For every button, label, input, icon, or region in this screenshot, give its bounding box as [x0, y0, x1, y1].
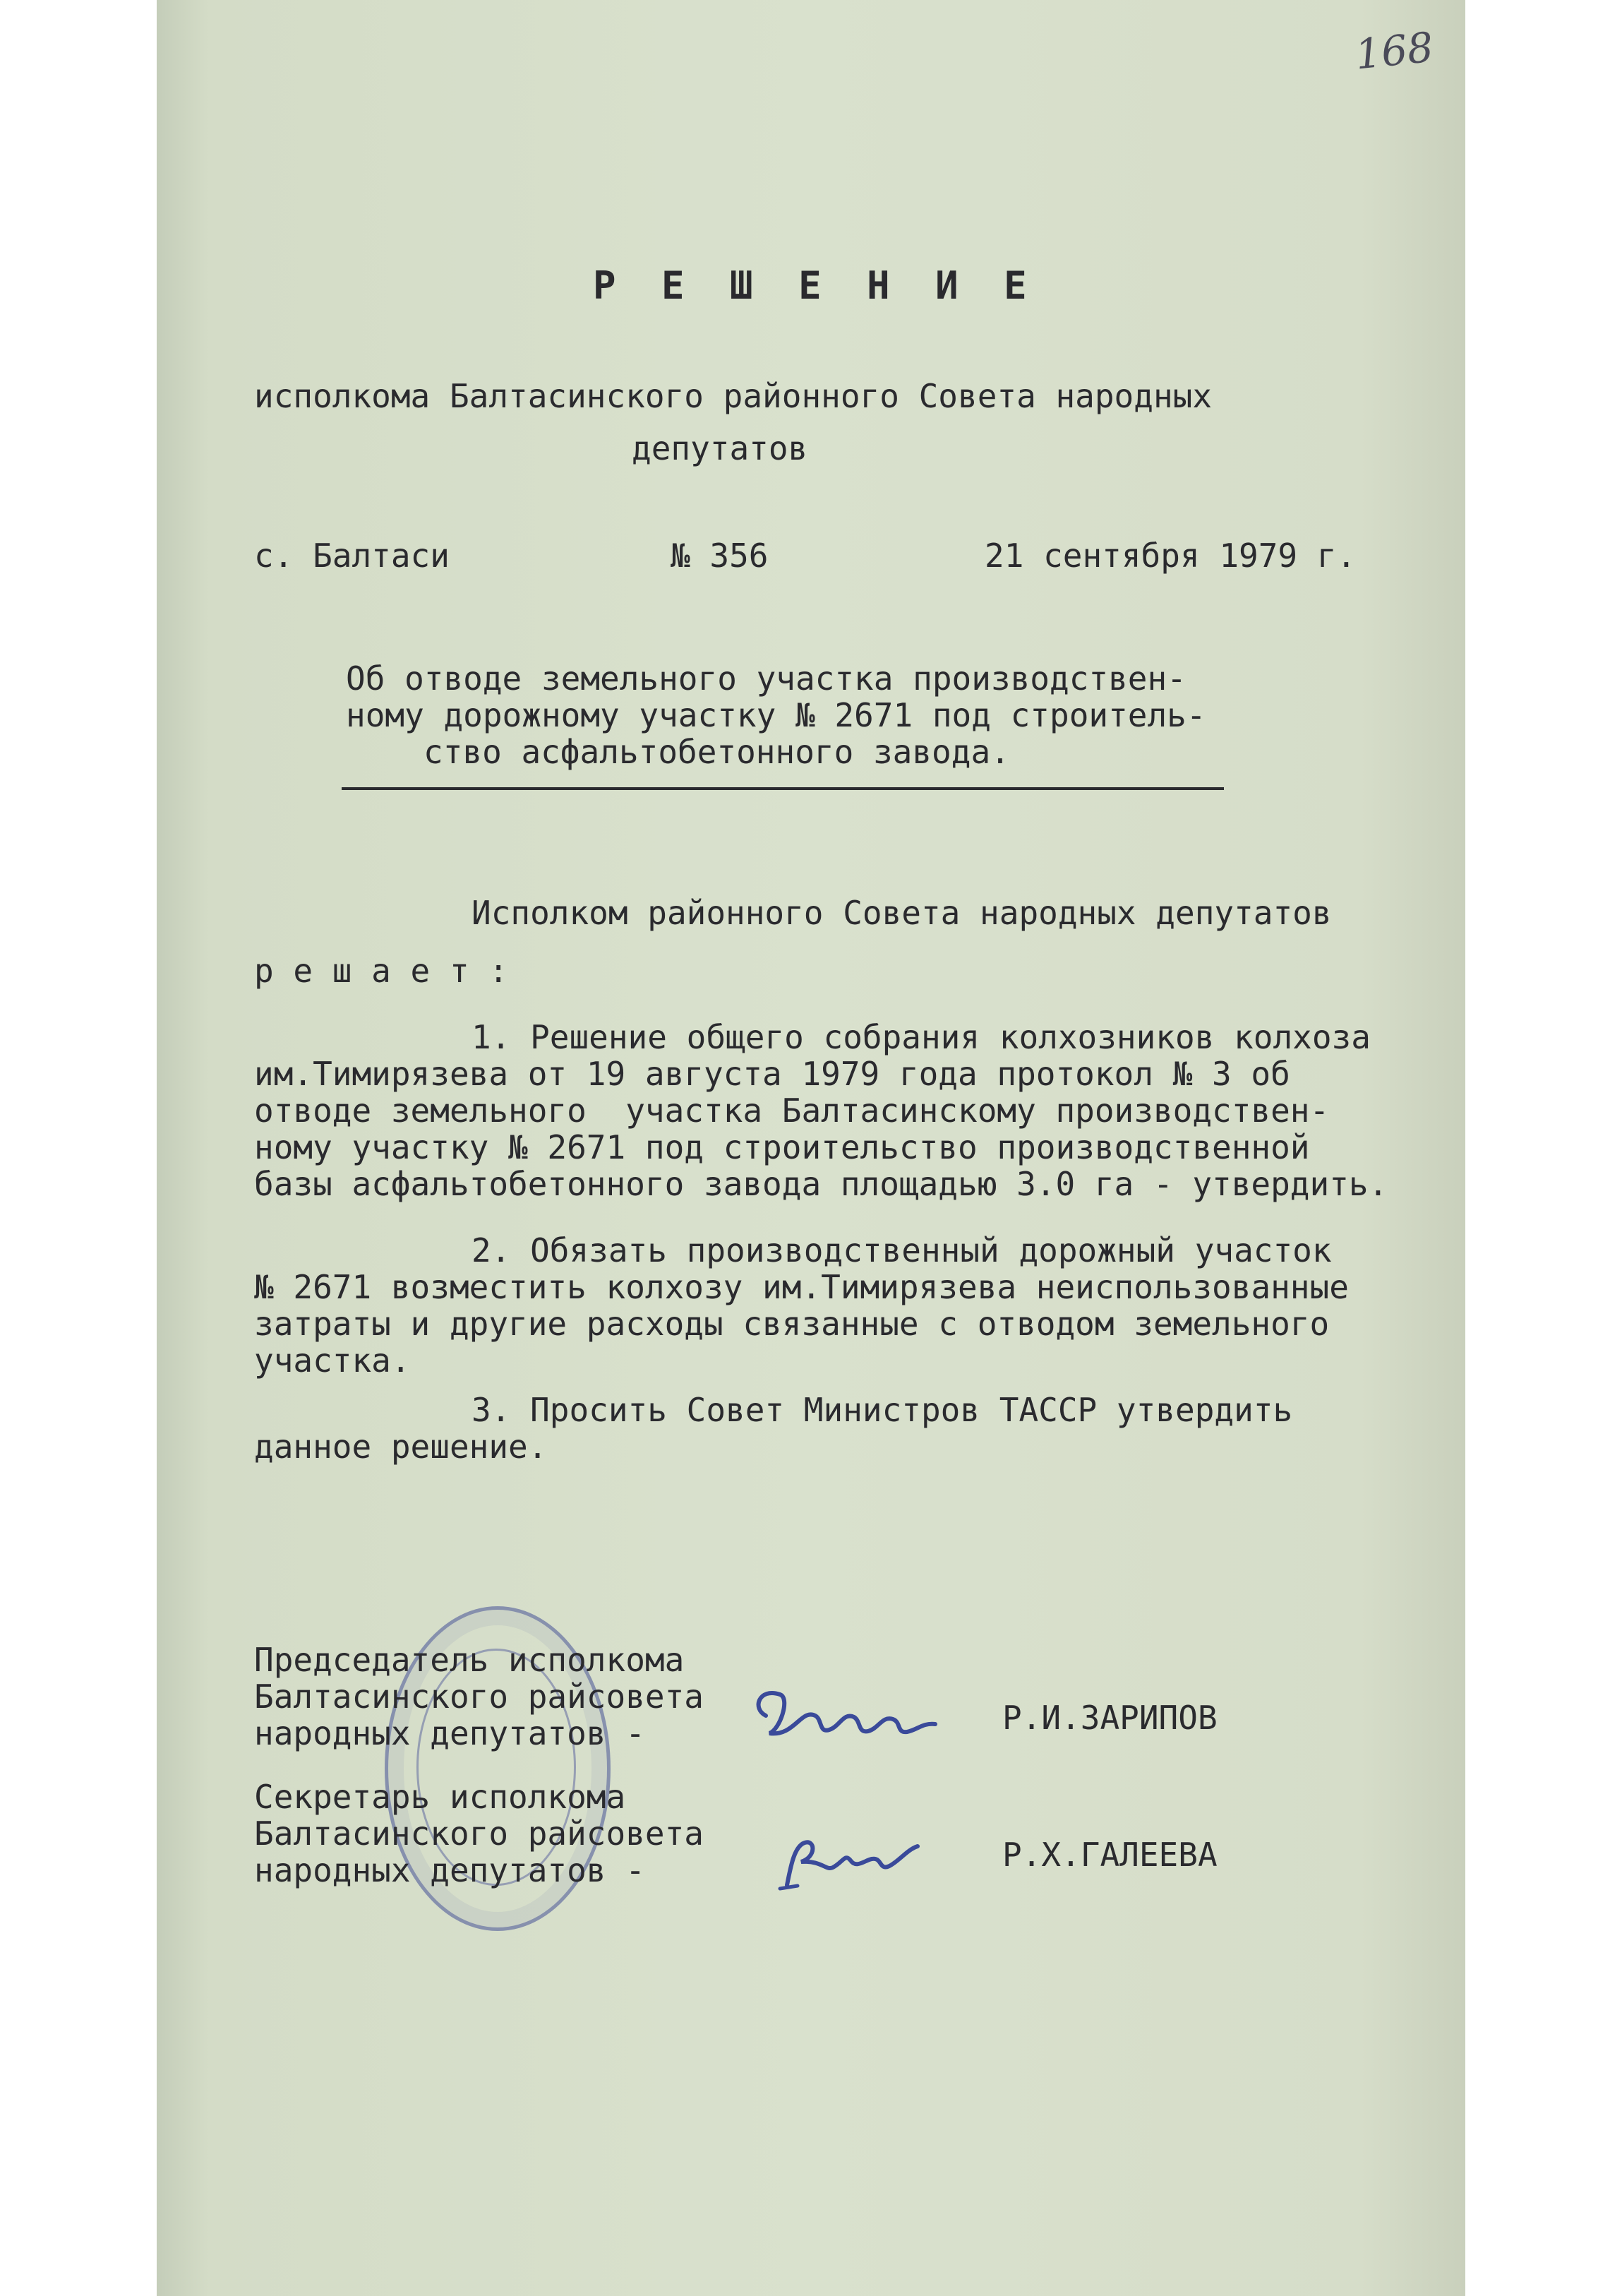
- issuer-line-2: депутатов: [632, 429, 808, 467]
- item-1-line-5: базы асфальтобетонного завода площадью 3.0 га - утвердить.: [254, 1165, 1388, 1203]
- item-1-line-3: отводе земельного участка Балтасинскому производствен-: [254, 1092, 1330, 1130]
- document-number: № 356: [671, 537, 769, 575]
- chair-name: Р.И.ЗАРИПОВ: [1002, 1699, 1218, 1737]
- chair-signature: [738, 1666, 949, 1765]
- item-3-line-2: данное решение.: [254, 1428, 548, 1466]
- secretary-name: Р.Х.ГАЛЕЕВА: [1002, 1836, 1218, 1874]
- item-2-line-2: № 2671 возместить колхозу им.Тимирязева неиспользованные: [254, 1268, 1349, 1306]
- item-2-line-4: участка.: [254, 1341, 411, 1380]
- secretary-title-line-3: народных депутатов -: [254, 1851, 645, 1889]
- chair-title-line-2: Балтасинского райсовета: [254, 1678, 704, 1716]
- intro-line-2: р е ш а е т :: [254, 952, 509, 990]
- secretary-signature: [766, 1818, 928, 1903]
- subject-underline: [342, 787, 1224, 790]
- issuer-line-1: исполкома Балтасинского районного Совета народных: [254, 377, 1213, 415]
- item-1-line-4: ному участку № 2671 под строительство производственной: [254, 1128, 1310, 1166]
- subject-line-2: ному дорожному участку № 2671 под строитель-: [346, 696, 1206, 734]
- item-1-line-1: 1. Решение общего собрания колхозников колхоза: [471, 1018, 1371, 1056]
- secretary-title-line-1: Секретарь исполкома: [254, 1778, 626, 1816]
- item-3-line-1: 3. Просить Совет Министров ТАССР утвердить: [471, 1391, 1293, 1429]
- subject-line-1: Об отводе земельного участка производствен-: [346, 659, 1187, 698]
- secretary-title-line-2: Балтасинского райсовета: [254, 1814, 704, 1853]
- intro-line-1: Исполком районного Совета народных депутатов: [471, 894, 1332, 932]
- place: с. Балтаси: [254, 537, 450, 575]
- item-2-line-3: затраты и другие расходы связанные с отводом земельного: [254, 1305, 1330, 1343]
- chair-title-line-3: народных депутатов -: [254, 1714, 645, 1752]
- page-number: 168: [1352, 23, 1436, 79]
- subject-line-3: ство асфальтобетонного завода.: [423, 733, 1010, 771]
- document-title: Р Е Ш Е Н И Е: [593, 263, 1038, 308]
- item-1-line-2: им.Тимирязева от 19 августа 1979 года протокол № 3 об: [254, 1055, 1290, 1093]
- item-2-line-1: 2. Обязать производственный дорожный участок: [471, 1231, 1332, 1269]
- document-date: 21 сентября 1979 г.: [985, 537, 1357, 575]
- chair-title-line-1: Председатель исполкома: [254, 1641, 685, 1679]
